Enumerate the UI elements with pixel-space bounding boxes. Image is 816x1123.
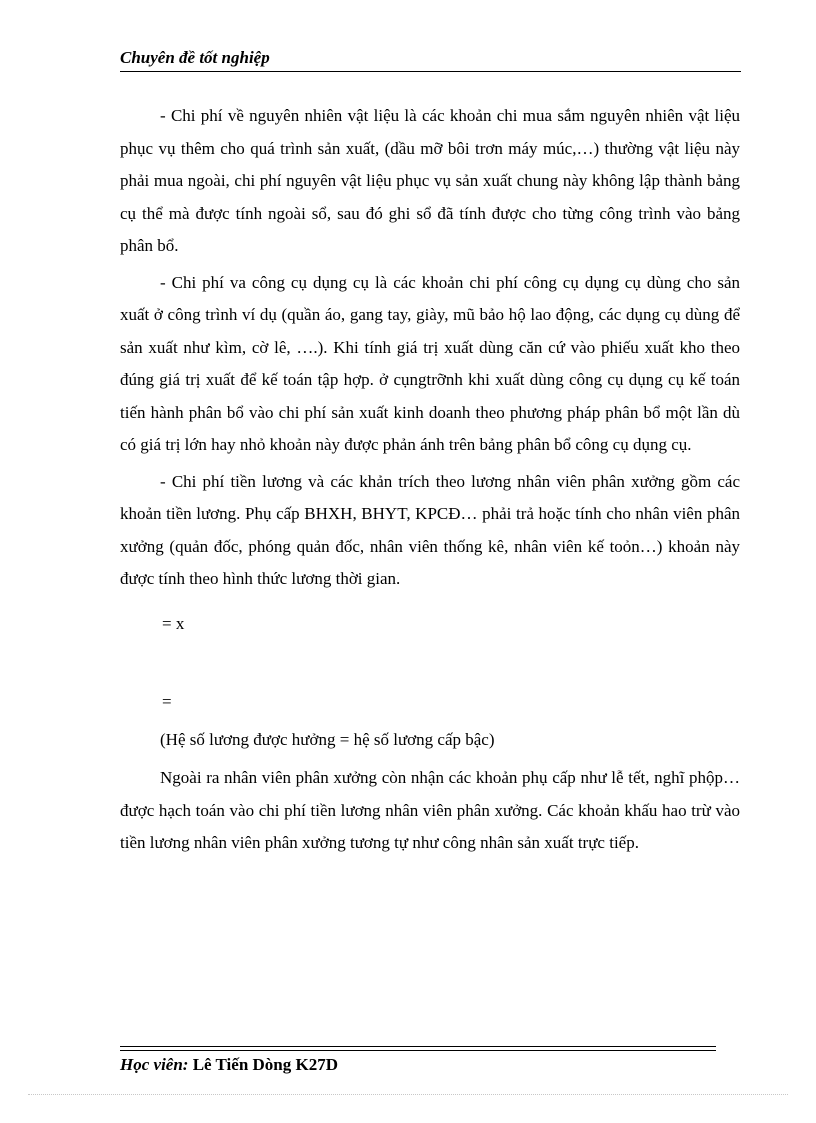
- footer-divider-top: [120, 1046, 716, 1047]
- page-header-title: Chuyên đề tốt nghiệp: [120, 48, 270, 67]
- footer-label: Học viên:: [120, 1055, 189, 1074]
- formula-line-1: = x: [162, 613, 185, 633]
- formula-line-2: =: [162, 691, 172, 711]
- paragraph-tools: - Chi phí va công cụ dụng cụ là các khoản chi phí công cụ dụng cụ dùng cho sản xuất ở công trình ví dụ (quần áo, gang tay, giày, mũ bảo hộ lao động, các dụng cụ dùng để sản xuất như kìm, cờ lê, ….). Khi tính giá trị xuất dùng căn cứ vào phiếu xuất kho theo đúng giá trị xuất để kế toán tập hợp. ở cụngtrỡnh khi xuất dùng công cụ dụng cụ kế toán tiến hành phân bổ vào chi phí sản xuất kinh doanh theo phương pháp phân bổ một lần dù có giá trị lớn hay nhỏ khoản này được phản ánh trên bảng phân bổ công cụ dụng cụ.: [120, 272, 740, 454]
- header-divider: [120, 71, 741, 72]
- paragraph-allowances: Ngoài ra nhân viên phân xưởng còn nhận các khoản phụ cấp như lễ tết, nghĩ phộp… được hạch toán vào chi phí tiền lương nhân viên phân xưởng. Các khoản khấu hao trừ vào tiền lương nhân viên phân xưởng tương tự như công nhân sản xuất trực tiếp.: [120, 768, 740, 852]
- paragraph-materials: - Chi phí về nguyên nhiên vật liệu là các khoản chi mua sắm nguyên nhiên vật liệu phục vụ thêm cho quá trình sản xuất, (dầu mỡ bôi trơn máy múc,…) thường vật liệu này phải mua ngoài, chi phí nguyên vật liệu phục vụ sản xuất chung này không lập thành bảng cụ thể mà được tính ngoài sổ, sau đó ghi sổ đã tính được cho từng công trình vào bảng phân bổ.: [120, 106, 740, 255]
- page-bottom-edge: [28, 1094, 788, 1095]
- footer-divider-bottom: [120, 1050, 716, 1051]
- page-footer: [120, 1055, 338, 1075]
- document-body: [120, 100, 740, 860]
- paragraph-salary: - Chi phí tiền lương và các khản trích theo lương nhân viên phân xưởng gồm các khoản tiền lương. Phụ cấp BHXH, BHYT, KPCĐ… phải trả hoặc tính cho nhân viên phân xưởng (quản đốc, phóng quản đốc, nhân viên thống kê, nhân viên kế toỏn…) khoản này được tính theo hình thức lương thời gian.: [120, 471, 740, 588]
- footer-author-name: Lê Tiến Dòng K27D: [192, 1055, 339, 1074]
- salary-coefficient-note: (Hệ số lương được hưởng = hệ số lương cấp bậc): [160, 729, 495, 749]
